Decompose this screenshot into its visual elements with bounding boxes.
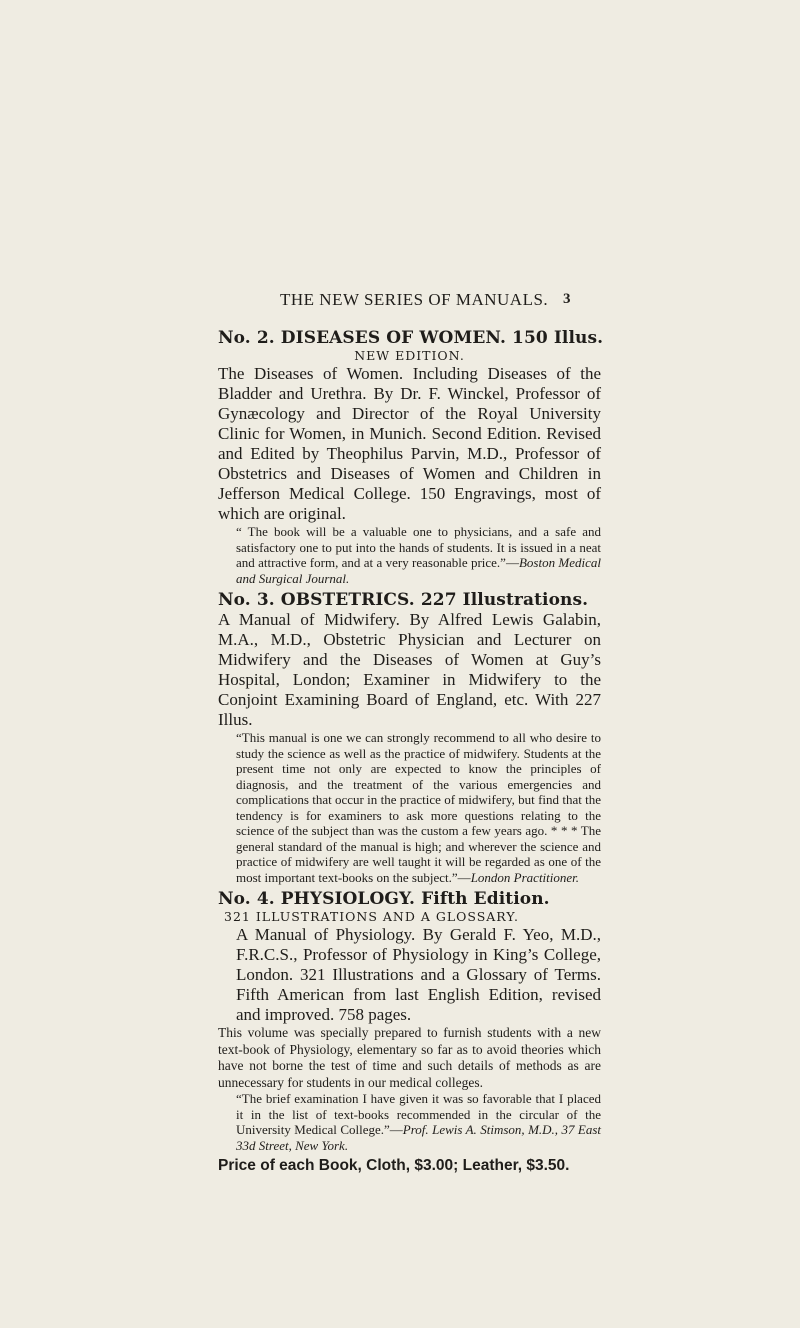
entry-illustration-count: 150 Illus. — [512, 328, 604, 348]
review-text: “This manual is one we can strongly recommend to all who desire to study the science as well as the practice of midwifery. Students at the present time not only are expected to know the principles of diagnosis, and the treatment of the various emergencies and complications that occur in the practice of midwifery, but find that the tendency is for examiners to ask more questions relating to the science of the subject than was the custom a few years ago. * * * The general standard of the manual is high; and wherever the science and practice of midwifery are well taught it will be regarded as one of the most important text-books on the subject.”— — [236, 730, 601, 885]
entry-title: OBSTETRICS. — [280, 590, 415, 610]
entry-diseases-of-women — [218, 328, 604, 586]
entry-title: PHYSIOLOGY. — [280, 889, 416, 909]
entry-description: The Diseases of Women. Including Diseases of the Bladder and Urethra. By Dr. F. Winckel, Professor of Gynæcology and Director of the Royal University Clinic for Women, in Munich. Second Edition. Revised and Edited by Theophilus Parvin, M.D., Professor of Obstetrics and Diseases of Women and Children in Jefferson Medical College. 150 Engravings, most of which are original. — [218, 364, 601, 523]
review-source: London Practitioner. — [470, 869, 580, 885]
page-number: 3 — [563, 291, 571, 307]
running-header: THE NEW SERIES OF MANUALS. — [280, 290, 549, 309]
review-quote — [218, 524, 601, 586]
catalog-content — [218, 328, 604, 1175]
review-text: “ The book will be a valuable one to physicians, and a safe and satisfactory one to put into the hands of students. It is issued in a neat and attractive form, and at a very reasonable price.”— — [236, 524, 601, 570]
review-source: Boston Medical and Surgical Journal. — [236, 555, 601, 586]
review-quote — [218, 1091, 601, 1153]
entry-subtitle: 321 ILLUSTRATIONS AND A GLOSSARY. — [224, 909, 519, 924]
review-text: “The brief examination I have given it was so favorable that I placed it in the list of text-books recommended in the circular of the University Medical College.”— — [236, 1091, 601, 1137]
entry-heading — [218, 590, 601, 610]
price-line: Price of each Book, Cloth, $3.00; Leather, $3.50. — [218, 1157, 570, 1174]
entry-heading — [218, 889, 601, 909]
review-quote — [218, 730, 601, 885]
entry-number: No. 2. — [218, 328, 275, 348]
review-source: Prof. Lewis A. Stimson, M.D., 37 East 33d Street, New York. — [236, 1122, 601, 1153]
entry-title: DISEASES OF WOMEN. — [280, 328, 506, 348]
entry-edition-label: Fifth Edition. — [421, 889, 550, 909]
entry-number: No. 3. — [218, 590, 275, 610]
entry-description: A Manual of Midwifery. By Alfred Lewis Galabin, M.A., M.D., Obstetric Physician and Lecturer on Midwifery and the Diseases of Women at Guy’s Hospital, London; Examiner in Midwifery to the Conjoint Examining Board of England, etc. With 227 Illus. — [218, 610, 601, 729]
entry-heading — [218, 328, 604, 348]
entry-obstetrics — [218, 590, 601, 885]
entry-physiology — [218, 889, 601, 1153]
entry-number: No. 4. — [218, 889, 275, 909]
entry-description: A Manual of Physiology. By Gerald F. Yeo, M.D., F.R.C.S., Professor of Physiology in King’s College, London. 321 Illustrations and a Glossary of Terms. Fifth American from last English Edition, revised and improved. 758 pages. — [236, 925, 601, 1024]
entry-edition: NEW EDITION. — [354, 348, 465, 363]
entry-illustration-count: 227 Illustrations. — [420, 590, 589, 610]
entry-note: This volume was specially prepared to furnish students with a new text-book of Physiology, elementary so far as to avoid theories which have not borne the test of time and such details of methods as are unnecessary for students in our medical colleges. — [218, 1025, 601, 1090]
